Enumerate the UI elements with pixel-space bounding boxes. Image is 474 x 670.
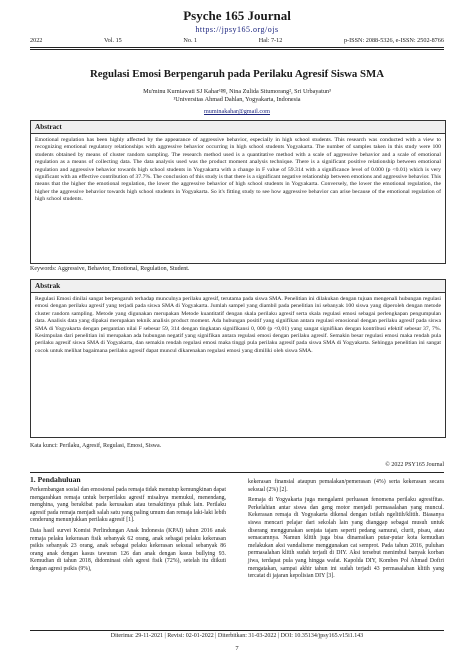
keywords-en: Keywords: Aggressive, Behavior, Emotional, Regulation, Student. <box>30 266 190 272</box>
footer-rule <box>30 630 444 631</box>
publication-dates-doi: Diterima: 29-11-2021 | Revisi: 02-01-2022 | Diterbitkan: 31-03-2022 | DOI: 10.35134/jpsy165.v15i1.143 <box>110 633 364 639</box>
paragraph: Data hasil survei Komisi Perlindungan Anak Indonesia (KPAI) tahun 2016 anak remaja pelaku kekerasan fisik sebanyak 62 orang, anak sebagai pelaku kekerasan psikis sebanyak 23 orang, anak sebagai pelaku kekerasan seksual sebanyak 86 orang anak dengan kasus tawuran 126 dan anak dengan kasus bullying 93. Kemudian di tahun 2018, didominasi oleh agresi fisik (72%), setelah itu diikuti dengan agresi psikis (9%), <box>30 527 226 572</box>
author-email <box>30 108 444 115</box>
affiliation: ¹Universitas Ahmad Dahlan, Yogyakarta, Indonesia <box>173 96 301 103</box>
left-column <box>30 487 226 577</box>
abstract-en-heading: Abstract <box>31 121 445 134</box>
paragraph: kekerasan finansial ataupun pemalakan/pemerasan (4%) serta kekerasan secara seksual (2%) [2]. <box>248 479 444 493</box>
abstract-en-box <box>30 120 446 264</box>
header-rule-2 <box>30 49 444 50</box>
issue-number: No. 1 <box>183 37 198 44</box>
paragraph: Perkembangan sosial dan emosional pada remaja tidak menutup kemungkinan dapat mengarahkan remaja untuk berperilaku agresif misalnya memukul, menendang, menghina, yang berakibat pada kerusakan atau tersakitinya pihak lain. Perilaku agresif pada remaja menjadi salah satu yang paling umum dan remaja laki-laki lebih cenderung menunjukkan perilaku agresif [1]. <box>30 487 226 524</box>
keywords-id: Kata kunci: Perilaku, Agresif, Regulasi, Emosi, Siswa. <box>30 443 162 449</box>
email-link[interactable]: muminakahar@gmail.com <box>203 108 270 115</box>
header-rule <box>30 47 444 48</box>
journal-title: Psyche 165 Journal <box>183 8 291 23</box>
paragraph: Remaja di Yogyakarta juga mengalami perluasan fenomena perilaku agresifitas. Perkelahian antar siswa dan geng motor menjadi permasalahan yang muncul. Kekerasan remaja di Yogyakarta dikenal dengan istilah ngelitih/klitih. Biasanya siswa mencari pelajar dari sekolah lain yang dianggap sebagai musuh untuk diserang menggunakan senjata tajam seperti pedang samurai, clurit, pisau, atau semacamnya. Namun klitih juga bisa dinamsikan putar-putar kota kemudian melakukan aksi vandalisme menggunakan cat semprot. Pada tahun 2016, puluhan permasalahan klitih sudah terjadi di DIY. Aksi tersebut menimbul banyak korban jiwa, terdapat pula yang hingga wafat. Kapolda DIY, Kombes Pol Ahmad Dofiri mengatakan, sampai akhir tahun ini sudah terjadi 43 permasalahan klitih yang tercatat di jajaran kepolisian DIY [3]. <box>248 497 444 580</box>
issue-meta <box>30 37 444 44</box>
abstract-id-heading: Abstrak <box>31 280 445 293</box>
issue-pages: Hal: 7-12 <box>258 37 283 44</box>
section-rule <box>30 472 444 473</box>
abstract-id-text: Regulasi Emosi dinilai sangat berpengaruh terhadap munculnya perilaku agresif, terutama pada siswa SMA. Penelitian ini dilakukan dengan tujuan mengenali hubungan regulasi emosi dengan perilaku agresif yang terjadi pada siswa SMA di Yogyakarta. Jumlah sampel yang diambil pada penelitian ini sebanyak 100 siswa yang diperoleh dengan metode cluster random sampling. Metode yang digunakan merupakan Metode kuantitatif dengan skala perilaku agresif serta skala regulasi emosi sebagai perlengkapan pengumpulan data. Analisis data yang dipakai merupakan teknik analisis product moment. Ada hubungan positif yang signifikan antara regulasi emosional dengan perilaku agresif pada siswa SMA di Yogyakarta dengan pergantian nilai F sebesar 59, 314 dengan tingkatan signifikansi 0, 000 (p <0,01) yang sangat signifikan dengan kontribusi efektif sebesar 37, 7%. Kesimpulan dari penelitian ini merupakan ada hubungan negatif yang signifikan antara regulasi emosi dengan perilaku agresif. Semakin besar regulasi emosi maka rendah pula perilaku agresif siswa SMA di Yogyakarta, dan semakin rendah regulasi emosi maka tinggi pula perilaku agresif pada siswa SMA di Yogyakarta. Sehingga penelitian ini sangat cocok untuk melihat bagaimana perilaku agresif dapat muncul dikarenakan regulasi emosi yang dimiliki oleh siswa SMA. <box>35 296 441 354</box>
abstract-en-text: Emotional regulation has been highly affected by the appearance of aggressive behavior, especially in high school students. This research was conducted with a view to recognizing emotional regulatory relationships with aggressive behavior occurring in high school students Yogyakarta. The number of samples taken in this study were 100 students obtained by means of cluster random sampling. The research method used is a quantitative method with a scale of aggressive behavior and a scale of emotional regulation as a means of collecting data. The data analysis used was the product moment analysis technique. There is a significant positive relationship between emotional regulation and aggressive behavior towards high school students in Yogyakarta with a change in F value of 59.314 with a significance level of 0.000 (p <0.01) which is very significant with an effective contribution of 37.7%. The conclusion of this study is that there is a significant negative relationship between emotions and aggressive behavior. This means that the higher the emotional regulation, the lower the aggressive behavior of high school students in Yogyakarta. Conversely, the lower the emotional regulation, the higher the aggressive behavior towards high school students in Yogyakarta. So it's fitting study to see how aggressive behavior can arise because of the emotional regulation of high school students. <box>35 137 441 203</box>
right-column <box>248 479 444 584</box>
page-number: 7 <box>235 645 239 652</box>
copyright: © 2022 PSY165 Journal <box>385 462 444 468</box>
abstract-id-box <box>30 279 446 438</box>
issue-year: 2022 <box>30 37 43 44</box>
paper-title: Regulasi Emosi Berpengaruh pada Perilaku Agresif Siswa SMA <box>89 68 385 80</box>
authors: Mu'minu Kurniawati SJ Kahar¹✉, Nina Zulida Situmorang², Sri Urbayatun³ <box>143 88 331 95</box>
issn: p-ISSN: 2088-5326, e-ISSN: 2502-8766 <box>343 37 444 44</box>
journal-url[interactable]: https://jpsy165.org/ojs <box>195 25 279 34</box>
section-heading: 1. Pendahuluan <box>30 475 81 484</box>
issue-volume: Vol. 15 <box>104 37 122 44</box>
